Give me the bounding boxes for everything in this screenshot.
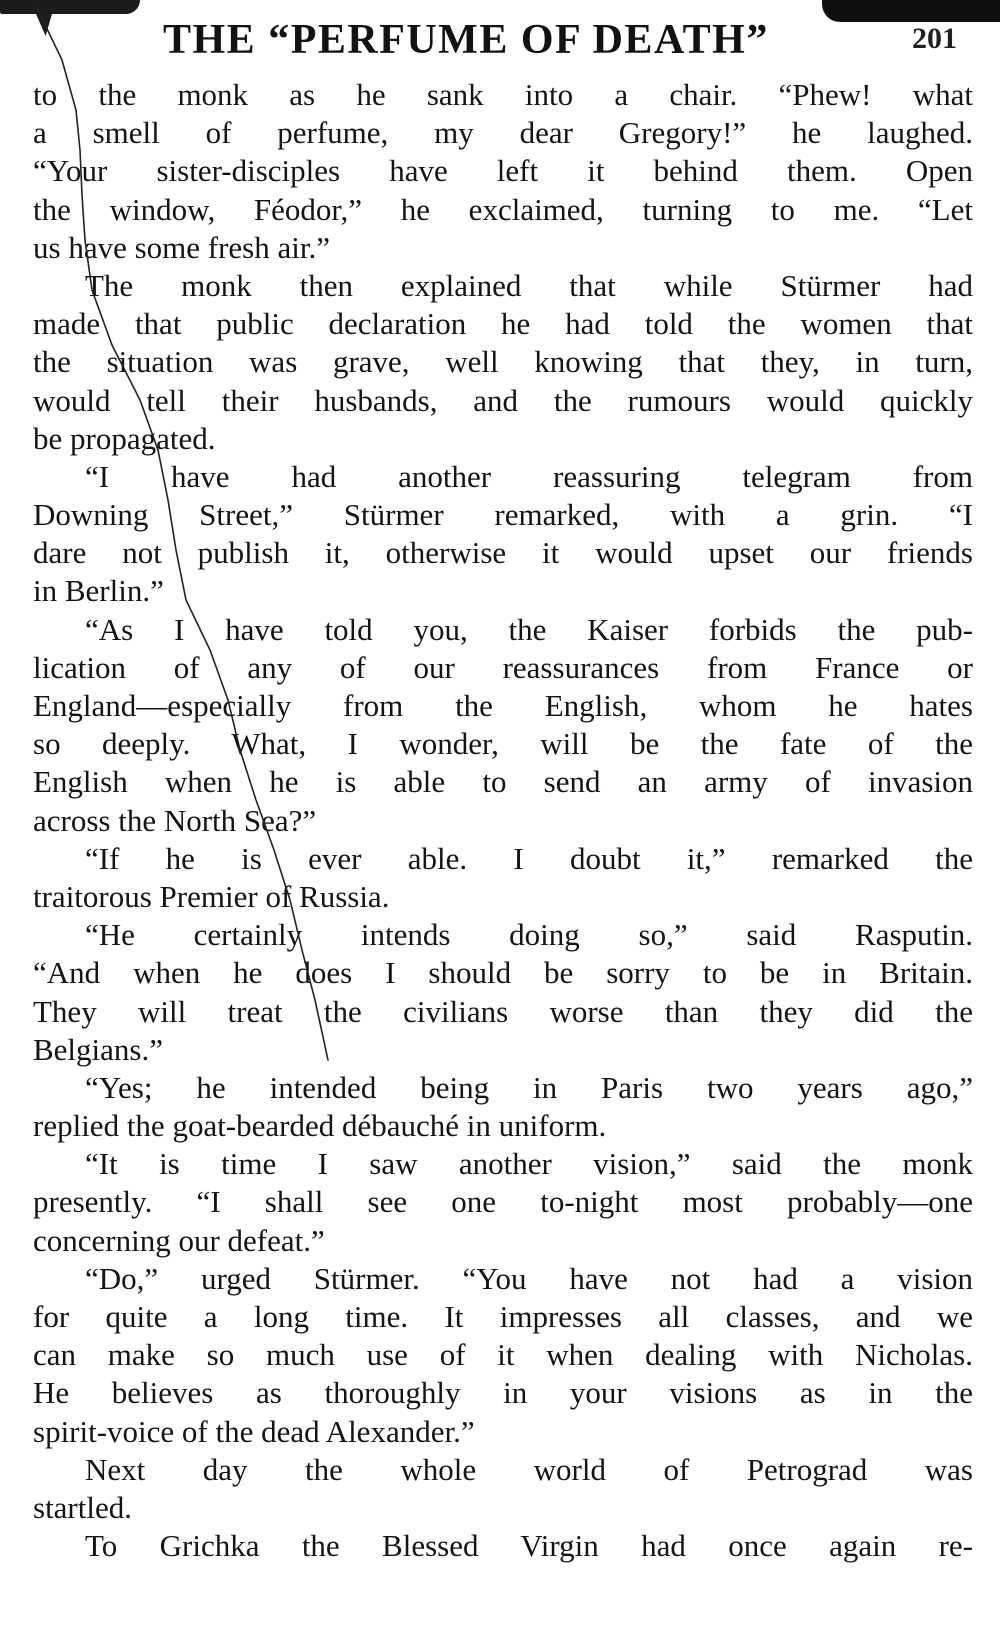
text-line: made that public declaration he had told the women that bbox=[33, 306, 973, 342]
text-line: English when he is able to send an army of invasion bbox=[33, 764, 973, 800]
text-line: spirit-voice of the dead Alexander.” bbox=[33, 1413, 475, 1449]
text-line: would tell their husbands, and the rumours would quickly bbox=[33, 382, 973, 418]
text-line: “He certainly intends doing so,” said Rasputin. bbox=[85, 917, 973, 953]
text-line: a smell of perfume, my dear Gregory!” he laughed. bbox=[33, 115, 973, 151]
text-line: lication of any of our reassurances from France or bbox=[33, 649, 973, 685]
text-line: “As I have told you, the Kaiser forbids the pub- bbox=[85, 611, 973, 647]
text-line: “I have had another reassuring telegram from bbox=[85, 458, 973, 494]
text-line: “Your sister-disciples have left it behind them. Open bbox=[33, 153, 973, 189]
text-line: traitorous Premier of Russia. bbox=[33, 878, 390, 914]
text-line: startled. bbox=[33, 1489, 132, 1525]
text-line: To Grichka the Blessed Virgin had once again re- bbox=[85, 1528, 973, 1564]
text-line: “And when he does I should be sorry to be in Britain. bbox=[33, 955, 973, 991]
text-line: presently. “I shall see one to-night most probably—one bbox=[33, 1184, 973, 1220]
text-line: “If he is ever able. I doubt it,” remarked the bbox=[85, 840, 973, 876]
text-line: England—especially from the English, whom he hates bbox=[33, 688, 973, 723]
text-line: in Berlin.” bbox=[33, 573, 164, 609]
text-line: for quite a long time. It impresses all classes, and we bbox=[33, 1299, 973, 1334]
text-line: They will treat the civilians worse than they did the bbox=[33, 993, 973, 1029]
text-line: The monk then explained that while Stürmer had bbox=[85, 267, 973, 303]
text-line: “It is time I saw another vision,” said the monk bbox=[85, 1146, 973, 1182]
text-line: Next day the whole world of Petrograd was bbox=[85, 1451, 973, 1487]
text-line: dare not publish it, otherwise it would upset our friends bbox=[33, 535, 973, 571]
running-title: THE “PERFUME OF DEATH” bbox=[163, 17, 769, 63]
text-line: “Yes; he intended being in Paris two years ago,” bbox=[85, 1069, 973, 1105]
text-line: the situation was grave, well knowing that they, in turn, bbox=[33, 344, 973, 380]
scan-edge-shadow-right bbox=[822, 0, 1000, 22]
text-line: replied the goat-bearded débauché in uniform. bbox=[33, 1108, 607, 1144]
text-line: so deeply. What, I wonder, will be the fate of the bbox=[33, 726, 973, 762]
text-line: to the monk as he sank into a chair. “Phew! what bbox=[33, 77, 973, 112]
text-line: can make so much use of it when dealing with Nicholas. bbox=[33, 1337, 973, 1373]
text-line: “Do,” urged Stürmer. “You have not had a vision bbox=[85, 1260, 973, 1296]
text-line: concerning our defeat.” bbox=[33, 1222, 325, 1258]
text-line: us have some fresh air.” bbox=[33, 229, 330, 265]
text-line: He believes as thoroughly in your visions as in the bbox=[33, 1375, 973, 1411]
text-line: Downing Street,” Stürmer remarked, with a grin. “I bbox=[33, 497, 973, 533]
text-line: the window, Féodor,” he exclaimed, turning to me. “Let bbox=[33, 191, 973, 227]
body-text bbox=[33, 76, 973, 1565]
scan-edge-shadow-left bbox=[0, 0, 140, 14]
text-line: Belgians.” bbox=[33, 1031, 163, 1067]
text-line: across the North Sea?” bbox=[33, 802, 317, 838]
page-number: 201 bbox=[912, 22, 957, 55]
text-line: be propagated. bbox=[33, 420, 216, 456]
